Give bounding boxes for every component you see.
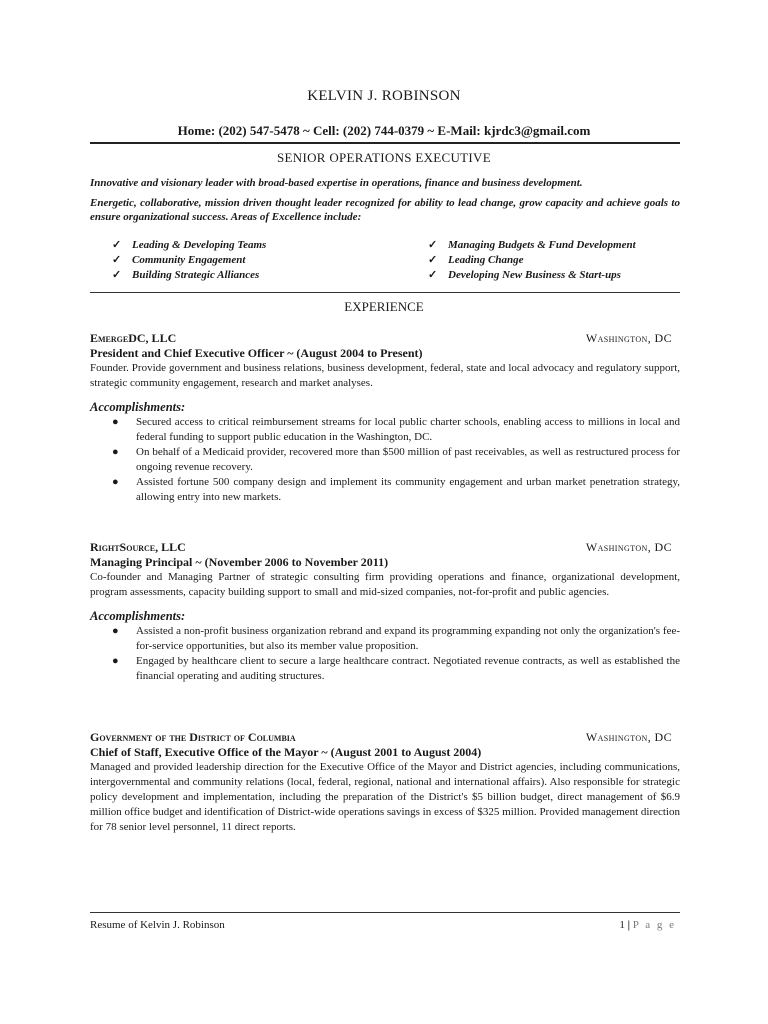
excellence-item: ✓ Building Strategic Alliances [112,269,260,281]
job-entry-emergedc [90,330,680,505]
job-entry-rightsource [90,539,680,684]
page-indicator [619,919,676,931]
section-divider [90,292,680,293]
employer-name: EmergeDC, LLC Washington, DC [90,331,672,345]
page-footer [90,919,680,931]
page-separator: | [627,919,631,931]
checkmark-icon: ✓ [112,269,122,281]
accomplishment-item: ● Engaged by healthcare client to secure a large healthcare contract. Negotiated revenue contracts, as well as established the financial operating and auditing structures. [112,655,680,682]
job-description: Founder. Provide government and business relations, business development, federal, state and local advocacy and regulatory support, strategic community engagement, research and market analyses. [90,362,680,389]
excellence-column-right [428,238,718,283]
accomplishment-item: ● Assisted fortune 500 company design and implement its community engagement and urban market penetration strategy, allowing entry into new markets. [112,476,680,503]
excellence-item: ✓ Community Engagement [112,254,246,266]
excellence-item: ✓ Leading Change [428,254,524,266]
job-title: Chief of Staff, Executive Office of the Mayor ~ (August 2001 to August 2004) [90,745,482,759]
accomplishment-item: ● Assisted a non-profit business organization rebrand and expand its programming expanding not only the organization's fee-for-service opportunities, but also its member value proposition. [112,625,680,652]
employer-name: Government of the District of Columbia Washington, DC [90,730,672,744]
bullet-icon: ● [112,476,119,488]
accomplishments-heading: Accomplishments: [90,400,186,414]
bullet-icon: ● [112,416,119,428]
bullet-icon: ● [112,655,119,667]
job-location: Washington, DC [585,540,672,554]
page-word: P a g e [632,919,676,931]
accomplishment-item: ● On behalf of a Medicaid provider, recovered more than $500 million of past receivables, as well as restructured process for ongoing revenue recovery. [112,446,680,473]
checkmark-icon: ✓ [428,239,438,251]
checkmark-icon: ✓ [112,254,122,266]
contact-info: Home: (202) 547-5478 ~ Cell: (202) 744-0379 ~ E-Mail: kjrdc3@gmail.com [177,123,591,138]
page-number: 1 [619,919,625,931]
footer-divider [90,912,680,913]
job-title: President and Chief Executive Officer ~ (August 2004 to Present) [90,346,423,360]
experience-heading: EXPERIENCE [344,299,424,314]
excellence-item: ✓ Leading & Developing Teams [112,239,267,251]
professional-headline: SENIOR OPERATIONS EXECUTIVE [277,150,491,165]
header-divider [90,142,680,144]
job-location: Washington, DC [585,730,672,744]
checkmark-icon: ✓ [428,254,438,266]
bullet-icon: ● [112,446,119,458]
checkmark-icon: ✓ [112,239,122,251]
accomplishments-heading: Accomplishments: [90,609,186,623]
candidate-name: KELVIN J. ROBINSON [307,88,461,104]
excellence-item: ✓ Developing New Business & Start-ups [428,269,621,281]
summary-intro: Innovative and visionary leader with broad-based expertise in operations, finance and business development. [90,177,583,189]
bullet-icon: ● [112,625,119,637]
employer-name: RightSource, LLC Washington, DC [90,540,672,554]
job-title: Managing Principal ~ (November 2006 to November 2011) [90,555,389,569]
accomplishments-list [90,624,680,684]
accomplishments-list [90,415,680,505]
job-description: Managed and provided leadership direction for the Executive Office of the Mayor and District agencies, including communications, intergovernmental and community relations (local, federal, regional, national and international affairs). Also responsible for strategic policy development and implementation, including the preparation of the District's $5 billion budget, direct management of $6.9 million office budget and identification of District-wide operations savings in excess of $325 million. Provided management direction for 78 senior level personnel, 11 direct reports. [90,761,680,833]
job-entry-dc-government [90,729,680,835]
summary-detail: Energetic, collaborative, mission driven thought leader recognized for ability to lead change, grow capacity and achieve goals to ensure organizational success. Areas of Excellence include: [90,197,680,223]
job-location: Washington, DC [585,331,672,345]
accomplishment-item: ● Secured access to critical reimbursement streams for local public charter schools, enabling access to millions in local and federal funding to support public education in the Washington, DC. [112,416,680,443]
checkmark-icon: ✓ [428,269,438,281]
job-description: Co-founder and Managing Partner of strategic consulting firm providing operations and finance, organizational development, program assessments, capacity building support to small and mid-sized companies, not-for-profit and public agencies. [90,571,680,598]
excellence-column-left [112,238,402,283]
footer-label: Resume of Kelvin J. Robinson [90,919,225,931]
excellence-item: ✓ Managing Budgets & Fund Development [428,239,636,251]
